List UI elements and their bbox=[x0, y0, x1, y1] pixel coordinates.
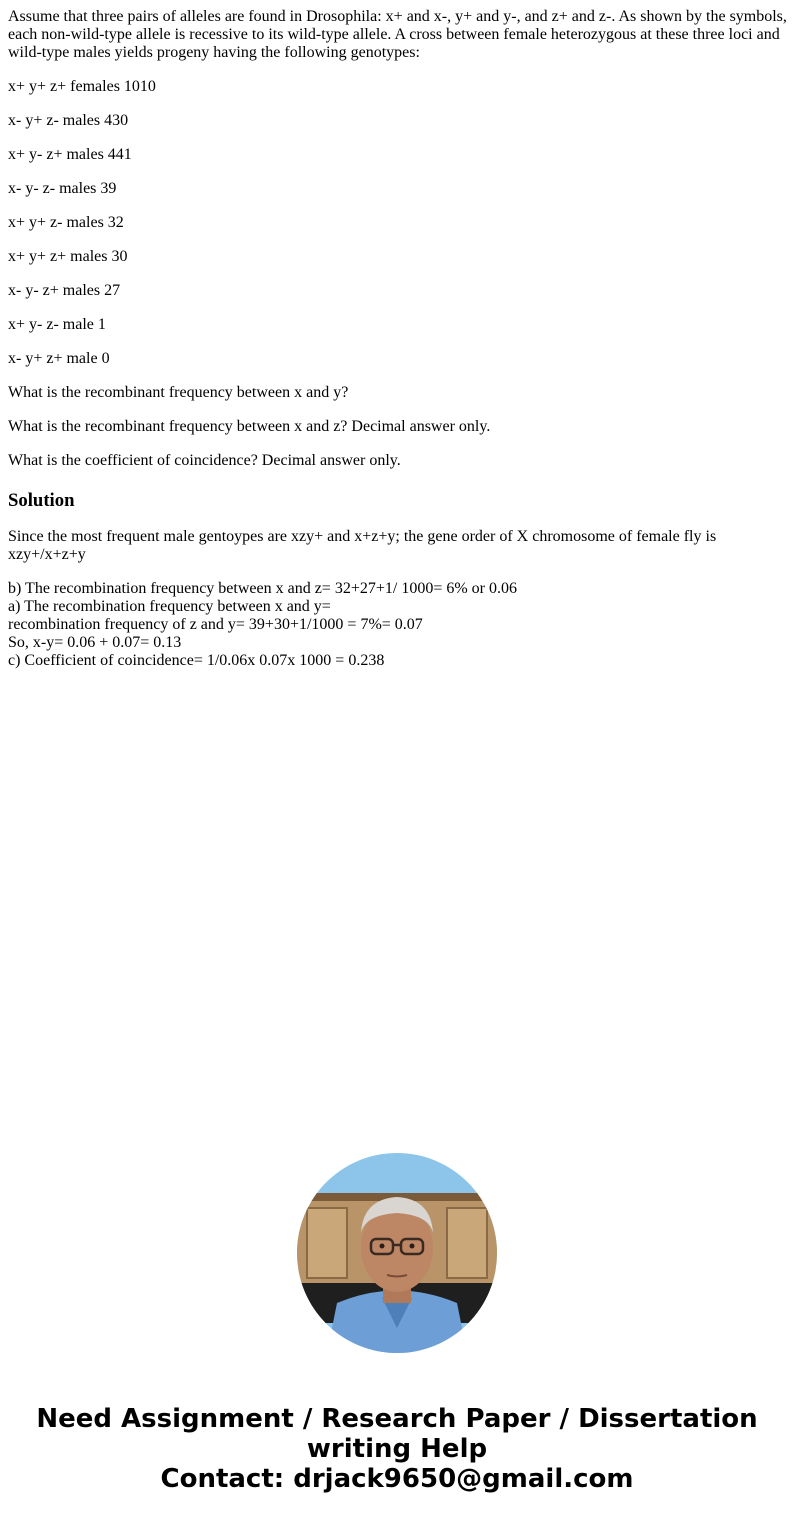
genotype-item: x+ y+ z+ males 30 bbox=[8, 248, 128, 265]
page-content bbox=[8, 8, 788, 670]
genotype-item: x+ y- z+ males 441 bbox=[8, 146, 132, 163]
solution-line: recombination frequency of z and y= 39+30+1/1000 = 7%= 0.07 bbox=[8, 616, 423, 633]
solution-intro: Since the most frequent male gentoypes are xzy+ and x+z+y; the gene order of X chromosome of female fly is xzy+/x+z+y bbox=[8, 528, 717, 563]
genotype-item: x- y- z+ males 27 bbox=[8, 282, 121, 299]
solution-line: a) The recombination frequency between x and y= bbox=[8, 598, 331, 615]
promo-contact: Contact: drjack9650@gmail.com bbox=[160, 1464, 634, 1494]
question-prompt: What is the recombinant frequency between x and y? bbox=[8, 384, 349, 401]
genotype-item: x- y+ z+ male 0 bbox=[8, 350, 110, 367]
solution-heading: Solution bbox=[8, 490, 75, 511]
genotype-item: x+ y+ z- males 32 bbox=[8, 214, 124, 231]
author-portrait-image bbox=[297, 1153, 497, 1353]
solution-body bbox=[8, 580, 788, 670]
solution-line: b) The recombination frequency between x and z= 32+27+1/ 1000= 6% or 0.06 bbox=[8, 580, 517, 597]
genotype-item: x- y- z- males 39 bbox=[8, 180, 117, 197]
question-prompt: What is the recombinant frequency between x and z? Decimal answer only. bbox=[8, 418, 491, 435]
genotype-item: x- y+ z- males 430 bbox=[8, 112, 129, 129]
promo-line-2: writing Help bbox=[306, 1434, 488, 1464]
solution-line: So, x-y= 0.06 + 0.07= 0.13 bbox=[8, 634, 182, 651]
solution-line: c) Coefficient of coincidence= 1/0.06x 0.07x 1000 = 0.238 bbox=[8, 652, 385, 669]
promo-footer bbox=[0, 1404, 794, 1494]
genotype-item: x+ y- z- male 1 bbox=[8, 316, 106, 333]
genotype-item: x+ y+ z+ females 1010 bbox=[8, 78, 156, 95]
promo-line-1: Need Assignment / Research Paper / Dissertation bbox=[36, 1404, 758, 1434]
question-prompt: What is the coefficient of coincidence? Decimal answer only. bbox=[8, 452, 401, 469]
author-avatar bbox=[297, 1153, 497, 1353]
question-intro: Assume that three pairs of alleles are found in Drosophila: x+ and x-, y+ and y-, and z+ and z-. As shown by the symbols, each non-wild-type allele is recessive to its wild-type allele. A cross between female heterozygous at these three loci and wild-type males yields progeny having the following genotypes: bbox=[8, 8, 787, 61]
